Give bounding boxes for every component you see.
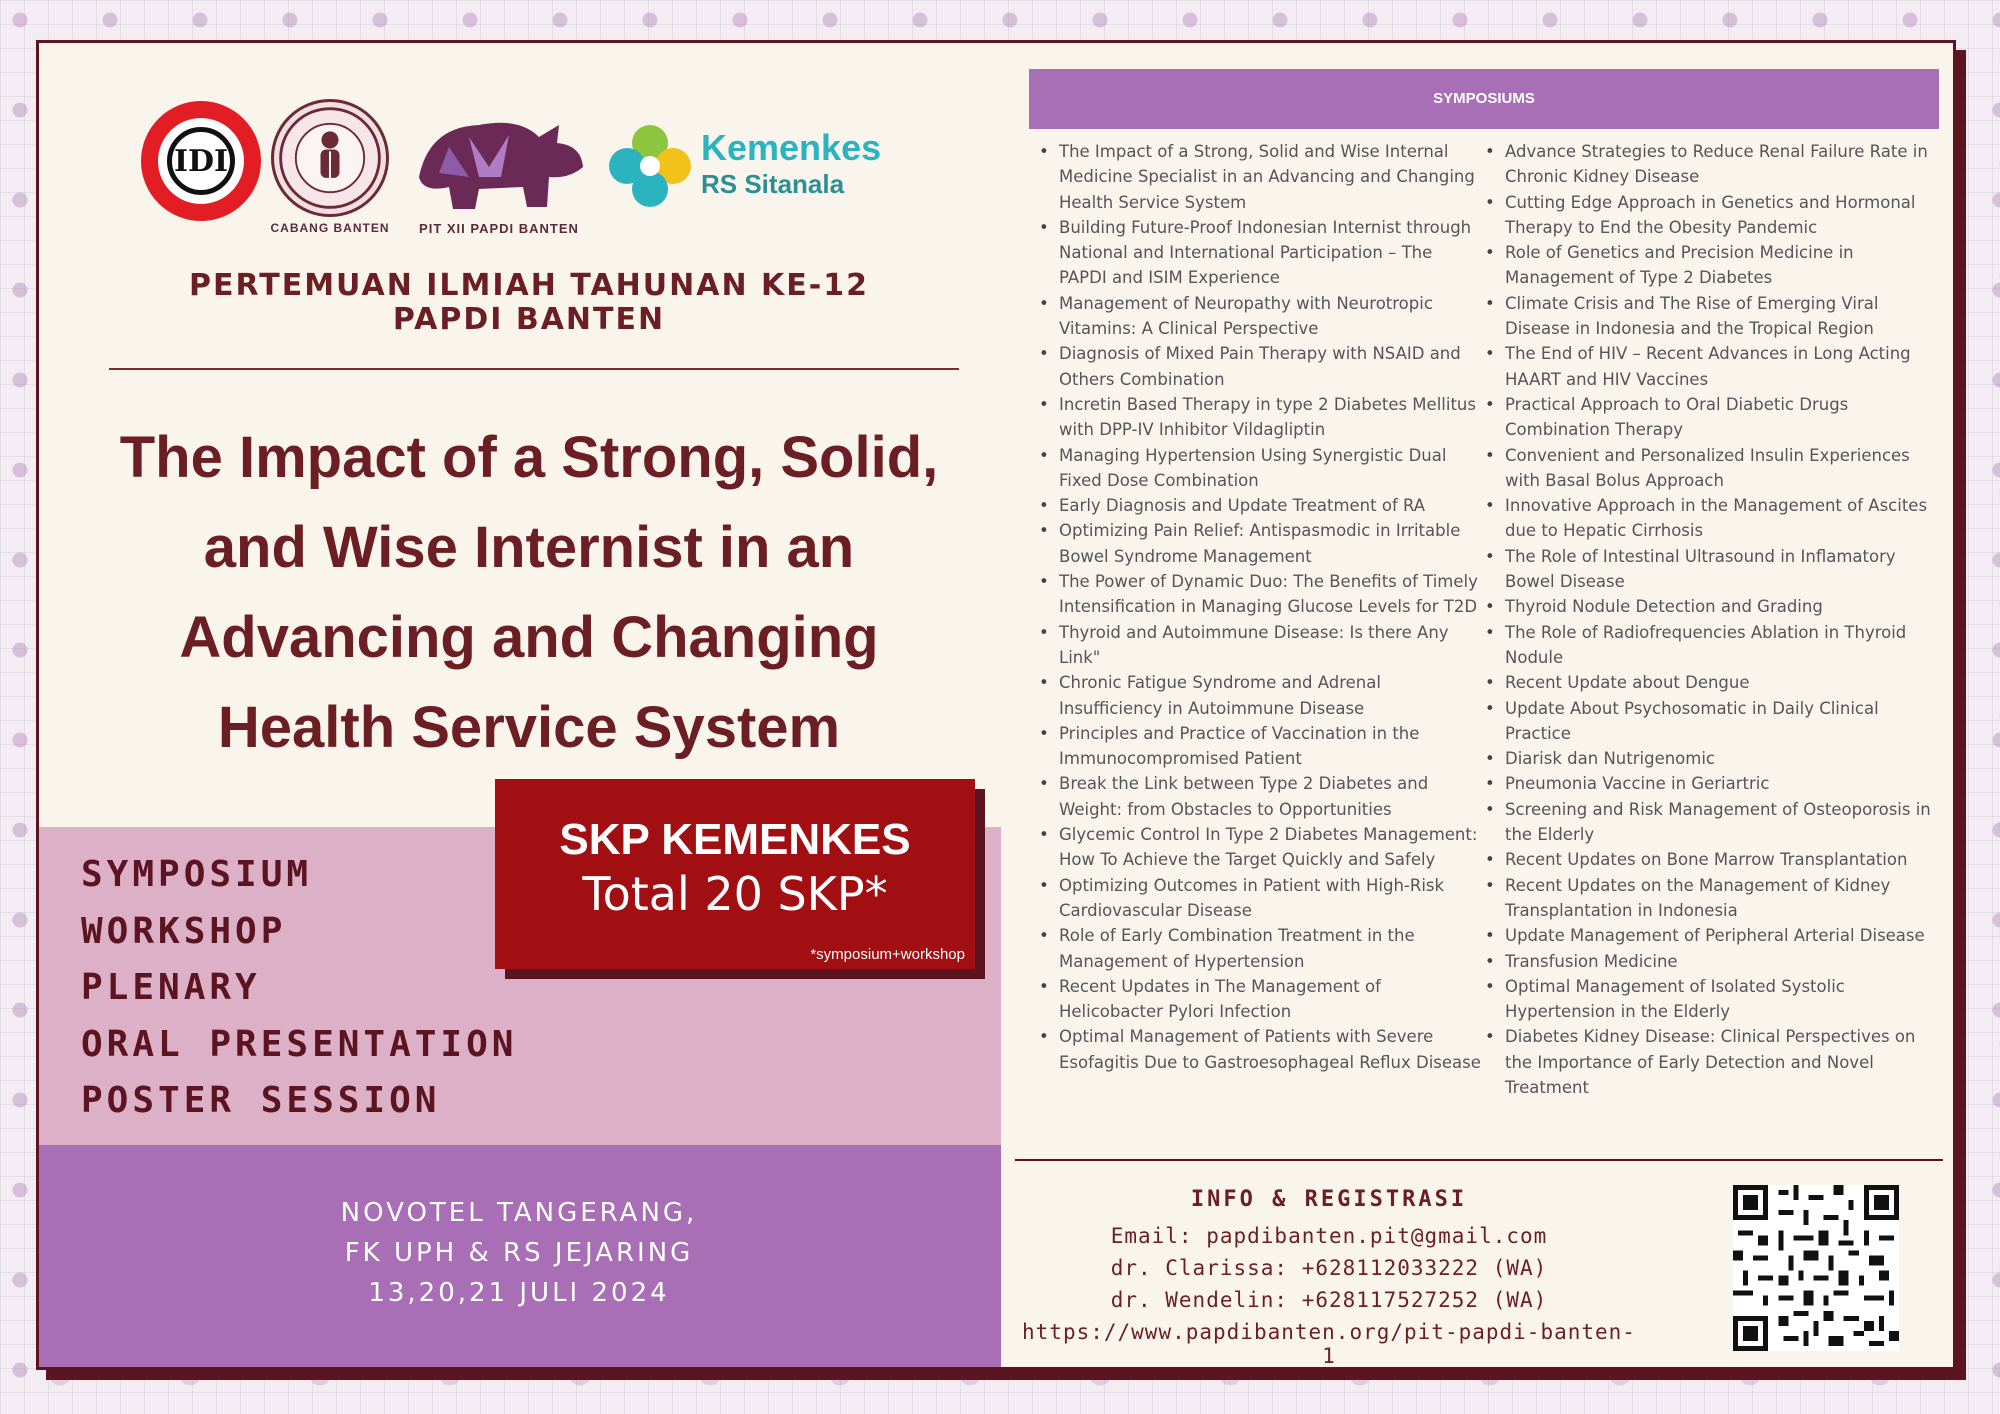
list-item: • Update Management of Peripheral Arterial Disease (1505, 923, 1945, 948)
list-item: • Diarisk dan Nutrigenomic (1505, 746, 1945, 771)
list-item: • Optimal Management of Patients with Severe Esofagitis Due to Gastroesophageal Reflux Disease (1059, 1024, 1484, 1075)
list-item: • Managing Hypertension Using Synergistic Dual Fixed Dose Combination (1059, 443, 1484, 494)
papdi-caption: CABANG BANTEN (270, 221, 390, 235)
list-item: • Chronic Fatigue Syndrome and Adrenal Insufficiency in Autoimmune Disease (1059, 670, 1484, 721)
rhino-logo-icon (409, 107, 589, 217)
event-poster-session: POSTER SESSION (81, 1080, 441, 1121)
list-item: • The End of HIV – Recent Advances in Long Acting HAART and HIV Vaccines (1505, 341, 1945, 392)
list-item: • Thyroid and Autoimmune Disease: Is there Any Link" (1059, 620, 1484, 671)
event-title-line2: PAPDI BANTEN (392, 302, 666, 337)
skp-note: *symposium+workshop (810, 946, 965, 963)
info-title: INFO & REGISTRASI (1190, 1187, 1468, 1212)
list-item: • Optimizing Outcomes in Patient with High-Risk Cardiovascular Disease (1059, 873, 1484, 924)
list-item: • Climate Crisis and The Rise of Emerging Viral Disease in Indonesia and the Tropical Region (1505, 291, 1945, 342)
info-divider (1015, 1159, 1943, 1161)
list-item: • Optimizing Pain Relief: Antispasmodic in Irritable Bowel Syndrome Management (1059, 518, 1484, 569)
info-email[interactable]: Email: papdibanten.pit@gmail.com (1110, 1224, 1548, 1248)
list-item: • Thyroid Nodule Detection and Grading (1505, 594, 1945, 619)
symposiums-header: SYMPOSIUMS (1029, 69, 1939, 129)
event-oral-presentation: ORAL PRESENTATION (81, 1023, 518, 1065)
list-item: • The Role of Intestinal Ultrasound in Inflamatory Bowel Disease (1505, 544, 1945, 595)
event-title-line1: PERTEMUAN ILMIAH TAHUNAN KE-12 (189, 268, 869, 303)
skp-total: Total 20 SKP* (582, 867, 888, 921)
venue-date: 13,20,21 JULI 2024 (368, 1278, 670, 1308)
list-item: • Diabetes Kidney Disease: Clinical Perspectives on the Importance of Early Detection and Novel Treatment (1505, 1024, 1945, 1100)
event-plenary: PLENARY (81, 967, 261, 1008)
kemenkes-logo-icon (605, 121, 695, 211)
kemenkes-name: Kemenkes (701, 127, 882, 168)
event-symposium: SYMPOSIUM (81, 854, 313, 895)
list-item: • Early Diagnosis and Update Treatment of RA (1059, 493, 1484, 518)
list-item: • Transfusion Medicine (1505, 949, 1945, 974)
skp-box (495, 779, 975, 969)
event-title (99, 269, 959, 337)
theme-title: The Impact of a Strong, Solid, and Wise Internist in an Advancing and Changing Health Service System (119, 425, 939, 760)
event-workshop: WORKSHOP (81, 910, 287, 952)
venue-line2: FK UPH & RS JEJARING (344, 1238, 694, 1268)
list-item: • Role of Genetics and Precision Medicine in Management of Type 2 Diabetes (1505, 240, 1945, 291)
list-item: • Glycemic Control In Type 2 Diabetes Management: How To Achieve the Target Quickly and Safely (1059, 822, 1484, 873)
list-item: • Building Future-Proof Indonesian Internist through National and International Participation – The PAPDI and ISIM Experience (1059, 215, 1484, 291)
papdi-logo-icon (271, 99, 389, 217)
list-item: • Diagnosis of Mixed Pain Therapy with NSAID and Others Combination (1059, 341, 1484, 392)
info-url-link[interactable]: https://www.papdibanten.org/pit-papdi-banten-1 (1022, 1320, 1636, 1368)
list-item: • Cutting Edge Approach in Genetics and Hormonal Therapy to End the Obesity Pandemic (1505, 190, 1945, 241)
list-item: • The Role of Radiofrequencies Ablation in Thyroid Nodule (1505, 620, 1945, 671)
list-item: • Recent Updates on the Management of Kidney Transplantation in Indonesia (1505, 873, 1945, 924)
symposium-list-right (1477, 139, 1945, 1100)
idi-logo-icon (141, 101, 261, 221)
info-contact-clarissa: dr. Clarissa: +628112033222 (WA) (1110, 1256, 1548, 1280)
list-item: • Principles and Practice of Vaccination in the Immunocompromised Patient (1059, 721, 1484, 772)
list-item: • Recent Update about Dengue (1505, 670, 1945, 695)
symposium-list-left (1031, 139, 1484, 1075)
rs-sitanala-name: RS Sitanala (701, 169, 845, 199)
list-item: • Recent Updates in The Management of Helicobacter Pylori Infection (1059, 974, 1484, 1025)
idi-logo-text: IDI (167, 127, 235, 195)
rhino-caption: PIT XII PAPDI BANTEN (419, 221, 579, 236)
list-item: • Convenient and Personalized Insulin Experiences with Basal Bolus Approach (1505, 443, 1945, 494)
list-item: • Innovative Approach in the Management of Ascites due to Hepatic Cirrhosis (1505, 493, 1945, 544)
events-list (81, 847, 517, 1130)
list-item: • Screening and Risk Management of Osteoporosis in the Elderly (1505, 797, 1945, 848)
list-item: • Break the Link between Type 2 Diabetes and Weight: from Obstacles to Opportunities (1059, 771, 1484, 822)
list-item: • Recent Updates on Bone Marrow Transplantation (1505, 847, 1945, 872)
info-contact-wendelin: dr. Wendelin: +628117527252 (WA) (1110, 1288, 1548, 1312)
list-item: • The Power of Dynamic Duo: The Benefits of Timely Intensification in Managing Glucose Levels for T2D (1059, 569, 1484, 620)
list-item: • Advance Strategies to Reduce Renal Failure Rate in Chronic Kidney Disease (1505, 139, 1945, 190)
list-item: • Practical Approach to Oral Diabetic Drugs Combination Therapy (1505, 392, 1945, 443)
list-item: • Optimal Management of Isolated Systolic Hypertension in the Elderly (1505, 974, 1945, 1025)
venue-line1: NOVOTEL TANGERANG, (340, 1198, 698, 1228)
list-item: • The Impact of a Strong, Solid and Wise Internal Medicine Specialist in an Advancing and Changing Health Service System (1059, 139, 1484, 215)
list-item: • Management of Neuropathy with Neurotropic Vitamins: A Clinical Perspective (1059, 291, 1484, 342)
list-item: • Role of Early Combination Treatment in the Management of Hypertension (1059, 923, 1484, 974)
list-item: • Update About Psychosomatic in Daily Clinical Practice (1505, 696, 1945, 747)
qr-code-icon[interactable] (1733, 1185, 1899, 1351)
title-divider (109, 368, 959, 370)
list-item: • Incretin Based Therapy in type 2 Diabetes Mellitus with DPP-IV Inhibitor Vildagliptin (1059, 392, 1484, 443)
list-item: • Pneumonia Vaccine in Geriartric (1505, 771, 1945, 796)
skp-heading: SKP KEMENKES (559, 815, 911, 864)
venue-info (119, 1193, 919, 1313)
poster-card (36, 40, 1956, 1370)
